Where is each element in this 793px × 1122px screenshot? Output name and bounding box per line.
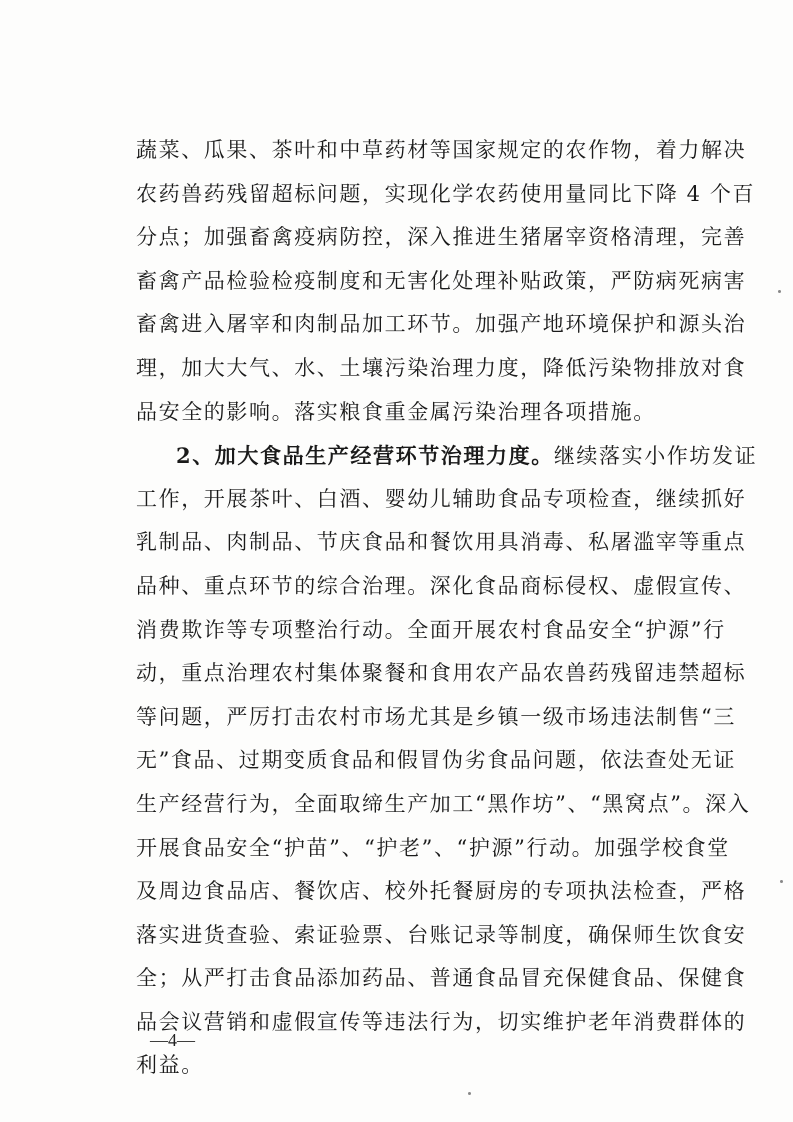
paragraph2-first-line [136, 434, 758, 478]
scan-speck [468, 1092, 471, 1095]
scan-speck [778, 290, 781, 293]
paragraph2-line: 及周边食品店、餐饮店、校外托餐厨房的专项执法检查，严格 [136, 879, 747, 904]
section-heading: 2、加大食品生产经营环节治理力度。 [176, 443, 554, 469]
paragraph2-first-line-text: 继续落实小作坊发证 [553, 444, 758, 469]
paragraph1-line: 分点；加强畜禽疫病防控，深入推进生猪屠宰资格清理，完善 [136, 225, 747, 250]
paragraph2-line: 落实进货查验、索证验票、台账记录等制度，确保师生饮食安 [136, 922, 747, 947]
document-body [136, 129, 758, 1088]
page-number: —4— [150, 1030, 195, 1050]
paragraph2-line: 无”食品、过期变质食品和假冒伪劣食品问题，依法查处无证 [136, 748, 736, 773]
paragraph1-line: 理，加大大气、水、土壤污染治理力度，降低污染物排放对食 [136, 355, 747, 380]
paragraph1-line: 品安全的影响。落实粮食重金属污染治理各项措施。 [136, 399, 656, 424]
paragraph1-line: 畜禽产品检验检疫制度和无害化处理补贴政策，严防病死病害 [136, 268, 747, 293]
paragraph2-line: 动，重点治理农村集体聚餐和食用农产品农兽药残留违禁超标 [136, 661, 747, 686]
paragraph1-line: 农药兽药残留超标问题，实现化学农药使用量同比下降 4 个百 [136, 181, 756, 206]
paragraph1-line: 畜禽进入屠宰和肉制品加工环节。加强产地环境保护和源头治 [136, 312, 747, 337]
paragraph2-line: 等问题，严厉打击农村市场尤其是乡镇一级市场违法制售“三 [136, 704, 736, 729]
paragraph2-line: 工作，开展茶叶、白酒、婴幼儿辅助食品专项检查，继续抓好 [136, 486, 747, 511]
paragraph2-line: 全；从严打击食品添加药品、普通食品冒充保健食品、保健食 [136, 966, 747, 991]
paragraph2-line: 品种、重点环节的综合治理。深化食品商标侵权、虚假宣传、 [136, 573, 747, 598]
paragraph2-line: 开展食品安全“护苗”、“护老”、“护源”行动。加强学校食堂 [136, 835, 730, 860]
paragraph2-line: 生产经营行为，全面取缔生产加工“黑作坊”、“黑窝点”。深入 [136, 791, 751, 816]
paragraph1-line: 蔬菜、瓜果、茶叶和中草药材等国家规定的农作物，着力解决 [136, 138, 747, 162]
paragraph2-line: 消费欺诈等专项整治行动。全面开展农村食品安全“护源”行 [136, 617, 726, 642]
paragraph2-line: 利益。 [136, 1053, 204, 1078]
paragraph2-line: 品会议营销和虚假宣传等违法行为，切实维护老年消费群体的 [136, 1009, 747, 1034]
paragraph2-line: 乳制品、肉制品、节庆食品和餐饮用具消毒、私屠滥宰等重点 [136, 530, 747, 555]
scan-speck [780, 880, 783, 883]
